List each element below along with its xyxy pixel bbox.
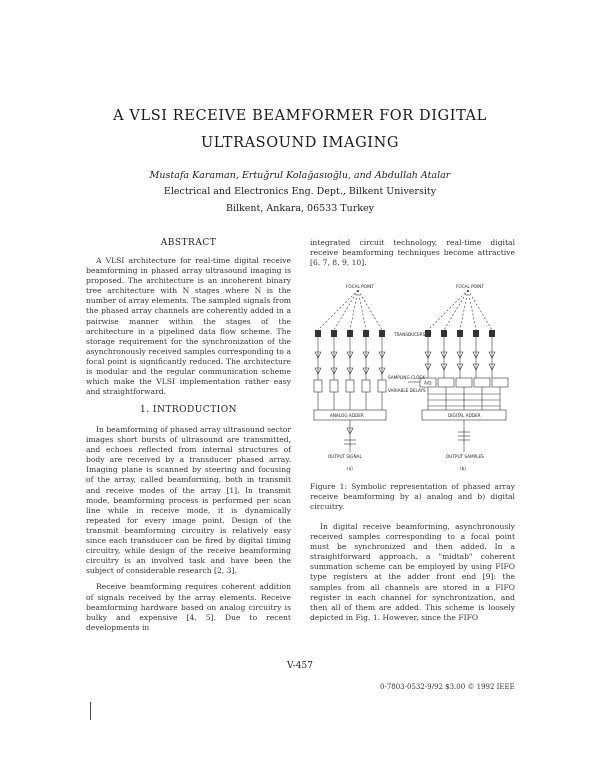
subfigure-a-label: (a) [347,466,353,471]
output-signal-label: OUTPUT SIGNAL [328,454,362,459]
affiliation-line-1: Electrical and Electronics Eng. Dept., Bilkent University [163,186,437,197]
continuation-paragraph: integrated circuit technology, real-time digital receive beamforming techniques become attractive [6, 7, 8, 9, 10]. [310,238,515,268]
copyright-line: 0-7803-0532-9/92 $3.00 © 1992 IEEE [380,683,515,691]
beamforming-figure [310,282,520,472]
subfigure-b-label: (b) [460,466,466,471]
paper-title-line-2: ULTRASOUND IMAGING [200,135,400,151]
abstract-heading: ABSTRACT [160,238,217,248]
analog-adder-label: ANALOG ADDER [330,413,364,418]
sampling-clock-label: SAMPLING CLOCK [388,375,426,380]
abstract-paragraph: A VLSI architecture for real-time digital receive beamforming in phased array ultrasound imaging is proposed. The architecture is an incoherent binary tree architecture with N stages where N is the number of array elements. The sampled signals from the phased array channels are coherently added in a pairwise manner within the stages of the architecture in a pipelined data flow scheme. The storage requirement for the synchronization of the asynchronously received samples corresponding to a focal point is significantly reduced. The architecture is modular and the regular communication scheme which make the VLSI implementation rather easy and straightforward. [86,256,291,397]
paper-title-line-1: A VLSI RECEIVE BEAMFORMER FOR DIGITAL [113,108,487,124]
right-paragraph: In digital receive beamforming, asynchronously received samples corresponding to a focal point must be synchronized and then added. In a straightforward approach, a "midtab" coherent summation scheme can be employed by using FIFO type registers at the adder front end [9]: the samples from all channels are stored in a FIFO register in each channel for synchronization, and then all of them are added. This scheme is loosely depicted in Fig. 1. However, since the FIFO [310,522,515,622]
margin-mark [90,702,91,720]
focal-point-label-b: FOCAL POINT [456,284,484,289]
figure-caption: Figure 1: Symbolic representation of phased array receive beamforming by a) analog and b) digital circuitry. [310,482,515,512]
variable-delays-label: VARIABLE DELAYS [388,388,426,393]
authors [0,170,600,181]
page-number: V-457 [287,661,313,671]
right-column-continuation [310,238,515,274]
intro-paragraph-1: In beamforming of phased array ultrasound sector images short bursts of ultrasound are transmitted, and echoes reflected from internal structures of body are received by a transducer phased array. Imaging plane is scanned by steering and focusing of the array, called beamforming, both in transmit and receive modes of the array [1]. In transmit mode, beamforming process is performed per scan line while in receive mode, it is dynamically repeated for every image point. Design of the transmit beamforming circuitry is relatively easy since each transducer can be fired by digital timing circuitry, while design of the receive beamforming circuitry is an involved task and have been the subject of considerable research [2, 3]. [86,425,291,576]
abstract-body [86,256,291,403]
adc-label: A/D [424,380,432,386]
intro-paragraph-2: Receive beamforming requires coherent addition of signals received by the array elements. Receive beamforming hardware based on analog circuitry is bulky and expensive [4, 5]. Due to recent developments in [86,582,291,632]
focal-point-label-a: FOCAL POINT [346,284,374,289]
output-samples-label: OUTPUT SAMPLES [446,454,484,459]
affiliation-line-2: Bilkent, Ankara, 06533 Turkey [225,203,375,214]
introduction-body [86,425,291,639]
transducers-label: TRANSDUCERS [394,332,426,337]
digital-adder-label: DIGITAL ADDER [448,413,481,418]
introduction-heading: 1. INTRODUCTION [139,405,238,415]
author-names: Mustafa Karaman, Ertuğrul Kolağasıoğlu, and Abdullah Atalar [149,170,451,181]
right-column-body [310,522,515,629]
